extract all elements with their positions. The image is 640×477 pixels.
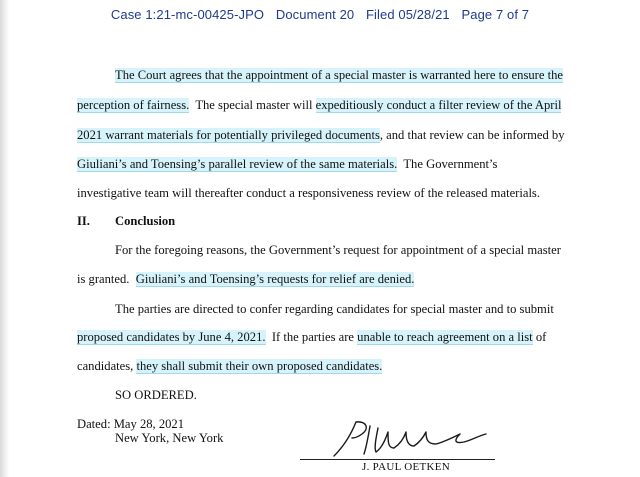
paragraph-2-line-1 bbox=[115, 243, 561, 258]
text: For the foregoing reasons, the Government’s request for appointment of a special master bbox=[115, 243, 561, 257]
page-edge-shadow bbox=[0, 0, 10, 477]
highlight: expeditiously conduct a filter review of the April bbox=[315, 98, 562, 112]
section-number: II. bbox=[77, 214, 90, 228]
text: The parties are directed to confer regarding candidates for special master and to submit bbox=[115, 302, 554, 316]
paragraph-3-line-2 bbox=[77, 330, 546, 345]
highlight: proposed candidates by June 4, 2021. bbox=[77, 330, 266, 344]
highlight: Giuliani’s and Toensing’s requests for relief are denied. bbox=[135, 272, 415, 286]
highlight: Giuliani’s and Toensing’s parallel review of the same materials. bbox=[77, 157, 398, 171]
highlight: they shall submit their own proposed candidates. bbox=[136, 359, 383, 373]
highlight: 2021 warrant materials for potentially privileged documents bbox=[77, 128, 380, 142]
paragraph-3-line-1 bbox=[115, 302, 554, 317]
paragraph-3-line-3 bbox=[77, 359, 382, 374]
case-header bbox=[0, 7, 640, 22]
paragraph-1-line-5 bbox=[77, 186, 540, 201]
paragraph-1-line-3 bbox=[77, 128, 565, 143]
highlight: perception of fairness. bbox=[77, 98, 190, 112]
highlight: unable to reach agreement on a list bbox=[357, 330, 533, 344]
text: of bbox=[532, 330, 547, 344]
paragraph-1-line-1 bbox=[115, 68, 563, 83]
text: investigative team will thereafter conduct a responsiveness review of the released materials. bbox=[77, 186, 540, 200]
document-number: Document 20 bbox=[275, 7, 355, 22]
signature-line bbox=[300, 459, 495, 460]
section-title: Conclusion bbox=[115, 214, 176, 228]
text: If the parties are bbox=[265, 330, 358, 344]
dated-line: Dated: May 28, 2021 bbox=[77, 417, 185, 431]
location-line: New York, New York bbox=[115, 431, 224, 445]
highlight: The Court agrees that the appointment of a special master is warranted here to ensure the bbox=[115, 68, 563, 82]
paragraph-1-line-2 bbox=[77, 98, 561, 113]
text: , and that review can be informed by bbox=[379, 128, 565, 142]
text: candidates, bbox=[77, 359, 137, 373]
text: The special master will bbox=[189, 98, 316, 112]
handwritten-signature bbox=[326, 418, 496, 460]
paragraph-1-line-4 bbox=[77, 157, 497, 172]
page-number: Page 7 of 7 bbox=[461, 7, 530, 22]
filed-date: Filed 05/28/21 bbox=[365, 7, 450, 22]
signer-name: J. PAUL OETKEN bbox=[362, 461, 451, 473]
text: The Government’s bbox=[397, 157, 498, 171]
paragraph-2-line-2 bbox=[77, 272, 414, 287]
text: is granted. bbox=[77, 272, 136, 286]
case-number: Case 1:21-mc-00425-JPO bbox=[110, 7, 265, 22]
so-ordered: SO ORDERED. bbox=[115, 388, 197, 402]
